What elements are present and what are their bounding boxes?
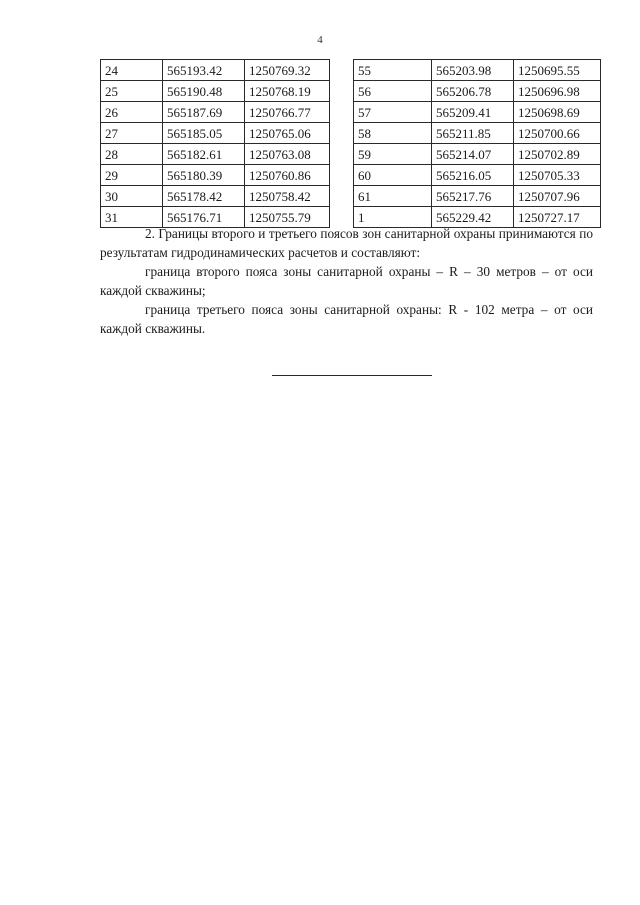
coordinate-x: 565229.42 [432, 207, 514, 228]
coordinate-y: 1250702.89 [514, 144, 601, 165]
coordinate-x: 565211.85 [432, 123, 514, 144]
table-row [354, 102, 601, 123]
coordinate-x: 565214.07 [432, 144, 514, 165]
point-number: 24 [101, 60, 163, 81]
table-row [101, 123, 330, 144]
table-row [354, 165, 601, 186]
point-number: 61 [354, 186, 432, 207]
table-row [354, 144, 601, 165]
paragraph-third-zone: граница третьего пояса зоны санитарной охраны: R - 102 метра – от оси каждой скважины. [100, 302, 593, 336]
coordinate-y: 1250765.06 [245, 123, 330, 144]
table-row [101, 102, 330, 123]
coordinate-x: 565206.78 [432, 81, 514, 102]
coordinate-y: 1250760.86 [245, 165, 330, 186]
page-number: 4 [317, 34, 323, 46]
coordinate-y: 1250758.42 [245, 186, 330, 207]
coordinate-y: 1250695.55 [514, 60, 601, 81]
point-number: 57 [354, 102, 432, 123]
coordinate-y: 1250768.19 [245, 81, 330, 102]
table-row [354, 123, 601, 144]
paragraph-zone-boundaries: 2. Границы второго и третьего поясов зон санитарной охраны принимаются по результатам гидродинамических расчетов и составляют: [100, 226, 593, 260]
point-number: 26 [101, 102, 163, 123]
coordinate-y: 1250766.77 [245, 102, 330, 123]
coordinate-x: 565180.39 [163, 165, 245, 186]
paragraph-second-zone: граница второго пояса зоны санитарной охраны – R – 30 метров – от оси каждой скважины; [100, 264, 593, 298]
point-number: 59 [354, 144, 432, 165]
coordinate-y: 1250727.17 [514, 207, 601, 228]
coordinate-x: 565185.05 [163, 123, 245, 144]
coordinate-y: 1250705.33 [514, 165, 601, 186]
table-row [101, 144, 330, 165]
coordinate-x: 565190.48 [163, 81, 245, 102]
coordinate-y: 1250698.69 [514, 102, 601, 123]
coordinates-table-left [100, 59, 330, 228]
table-row [354, 186, 601, 207]
table-row [101, 186, 330, 207]
point-number: 58 [354, 123, 432, 144]
table-row [101, 60, 330, 81]
coordinate-x: 565217.76 [432, 186, 514, 207]
coordinate-y: 1250700.66 [514, 123, 601, 144]
coordinates-table-right [353, 59, 601, 228]
coordinate-x: 565178.42 [163, 186, 245, 207]
point-number: 30 [101, 186, 163, 207]
point-number: 28 [101, 144, 163, 165]
point-number: 56 [354, 81, 432, 102]
table-row [354, 81, 601, 102]
coordinate-y: 1250763.08 [245, 144, 330, 165]
point-number: 55 [354, 60, 432, 81]
coordinate-x: 565176.71 [163, 207, 245, 228]
point-number: 27 [101, 123, 163, 144]
coordinate-y: 1250755.79 [245, 207, 330, 228]
coordinate-y: 1250707.96 [514, 186, 601, 207]
coordinate-x: 565203.98 [432, 60, 514, 81]
point-number: 60 [354, 165, 432, 186]
table-row [101, 165, 330, 186]
coordinate-x: 565182.61 [163, 144, 245, 165]
point-number: 31 [101, 207, 163, 228]
coordinate-x: 565187.69 [163, 102, 245, 123]
coordinate-x: 565209.41 [432, 102, 514, 123]
table-row [354, 60, 601, 81]
coordinate-y: 1250769.32 [245, 60, 330, 81]
end-of-document-rule [272, 375, 432, 376]
point-number: 25 [101, 81, 163, 102]
coordinate-x: 565193.42 [163, 60, 245, 81]
coordinate-y: 1250696.98 [514, 81, 601, 102]
coordinate-x: 565216.05 [432, 165, 514, 186]
point-number: 29 [101, 165, 163, 186]
point-number: 1 [354, 207, 432, 228]
table-row [101, 81, 330, 102]
